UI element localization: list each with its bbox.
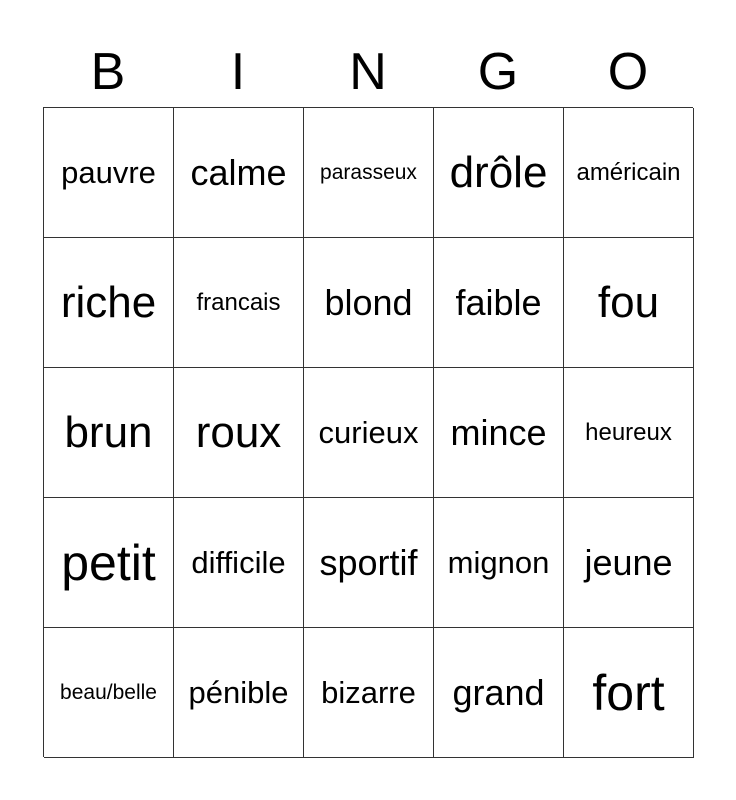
bingo-cell[interactable]: beau/belle — [44, 628, 174, 758]
bingo-cell[interactable]: sportif — [304, 498, 434, 628]
bingo-cell[interactable]: blond — [304, 238, 434, 368]
bingo-cell[interactable]: heureux — [564, 368, 694, 498]
bingo-cell[interactable]: petit — [44, 498, 174, 628]
header-letter-n: N — [349, 43, 387, 101]
bingo-cell[interactable]: grand — [434, 628, 564, 758]
bingo-cell[interactable]: bizarre — [304, 628, 434, 758]
header-letter-b: B — [90, 43, 126, 101]
bingo-cell[interactable]: parasseux — [304, 108, 434, 238]
bingo-cell[interactable]: fou — [564, 238, 694, 368]
bingo-cell[interactable]: riche — [44, 238, 174, 368]
bingo-cell[interactable]: pauvre — [44, 108, 174, 238]
bingo-cell[interactable]: drôle — [434, 108, 564, 238]
header-letter-i: I — [230, 43, 246, 101]
bingo-cell[interactable]: calme — [174, 108, 304, 238]
bingo-header — [43, 40, 693, 104]
bingo-board — [43, 107, 693, 757]
bingo-cell[interactable]: américain — [564, 108, 694, 238]
bingo-cell[interactable]: faible — [434, 238, 564, 368]
bingo-cell[interactable]: francais — [174, 238, 304, 368]
header-letter-o: O — [607, 43, 649, 101]
bingo-cell[interactable]: roux — [174, 368, 304, 498]
bingo-cell[interactable]: brun — [44, 368, 174, 498]
bingo-cell[interactable]: pénible — [174, 628, 304, 758]
bingo-cell[interactable]: fort — [564, 628, 694, 758]
bingo-cell[interactable]: curieux — [304, 368, 434, 498]
header-letter-g: G — [477, 43, 519, 101]
bingo-cell[interactable]: difficile — [174, 498, 304, 628]
bingo-cell[interactable]: mignon — [434, 498, 564, 628]
bingo-cell[interactable]: jeune — [564, 498, 694, 628]
bingo-cell[interactable]: mince — [434, 368, 564, 498]
